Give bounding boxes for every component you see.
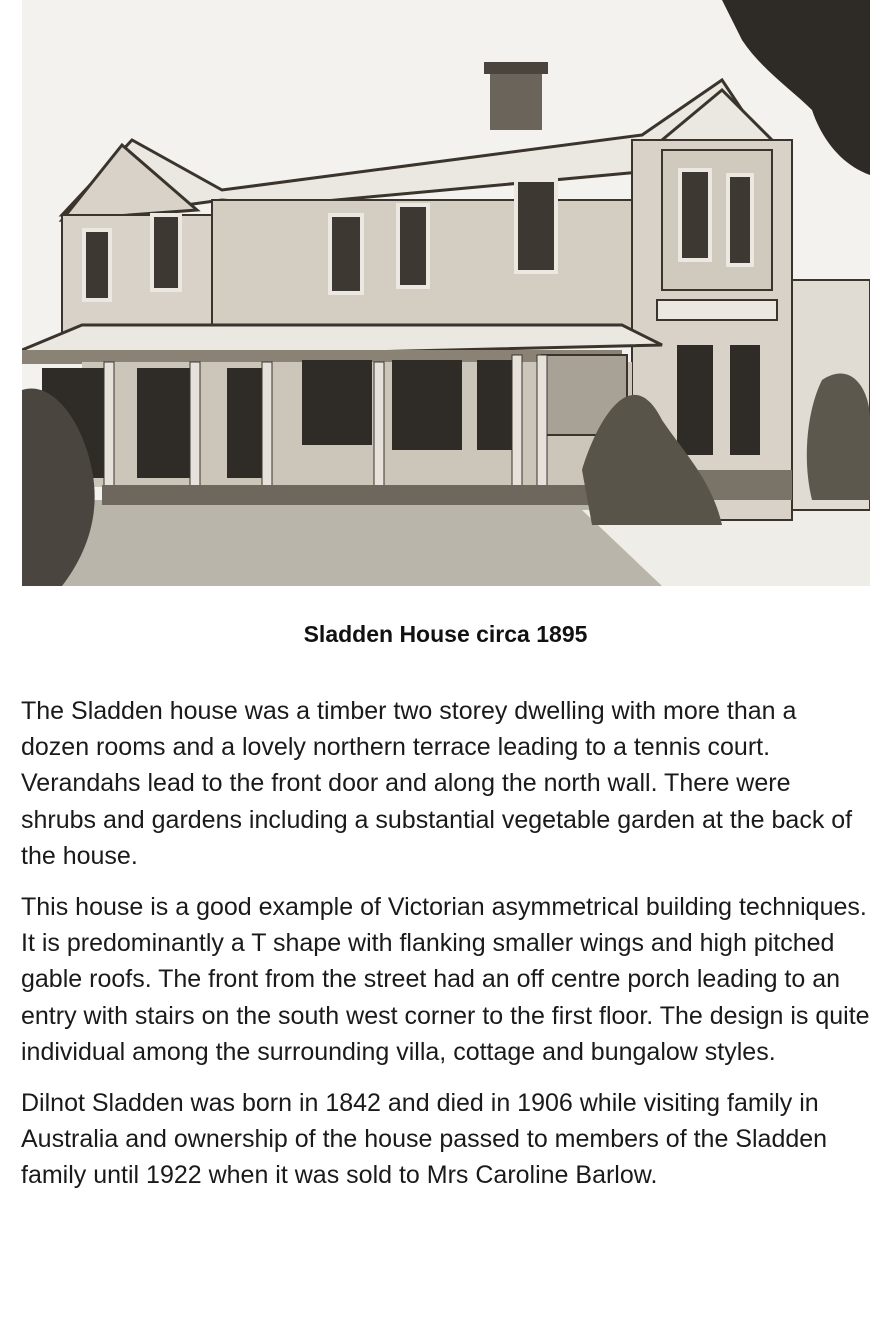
- chimney: [490, 68, 542, 130]
- paragraph: This house is a good example of Victorian asymmetrical building techniques. It is predominantly a T shape with flanking smaller wings and high pitched gable roofs. The front from the street had an off centre porch leading to an entry with stairs on the south west corner to the first floor. The design is quite individual among the surrounding villa, cottage and bungalow styles.: [21, 893, 870, 1066]
- photo-caption: Sladden House circa 1895: [303, 621, 588, 647]
- chimney-cap: [484, 62, 548, 74]
- paragraph: The Sladden house was a timber two storey dwelling with more than a dozen rooms and a lovely northern terrace leading to a tennis court. Verandahs lead to the front door and along the north wall. There were shrubs and gardens including a substantial vegetable garden at the back of the house.: [21, 697, 853, 870]
- bay-ledge: [657, 300, 777, 320]
- verandah-deck: [102, 485, 632, 505]
- article-body: [21, 693, 871, 1209]
- paragraph: Dilnot Sladden was born in 1842 and died in 1906 while visiting family in Australia and ownership of the house passed to members of the Sladden family until 1922 when it was sold to Mrs Caroline Barlow.: [21, 1089, 828, 1190]
- house-photo: [22, 0, 870, 586]
- house-illustration: [22, 0, 870, 586]
